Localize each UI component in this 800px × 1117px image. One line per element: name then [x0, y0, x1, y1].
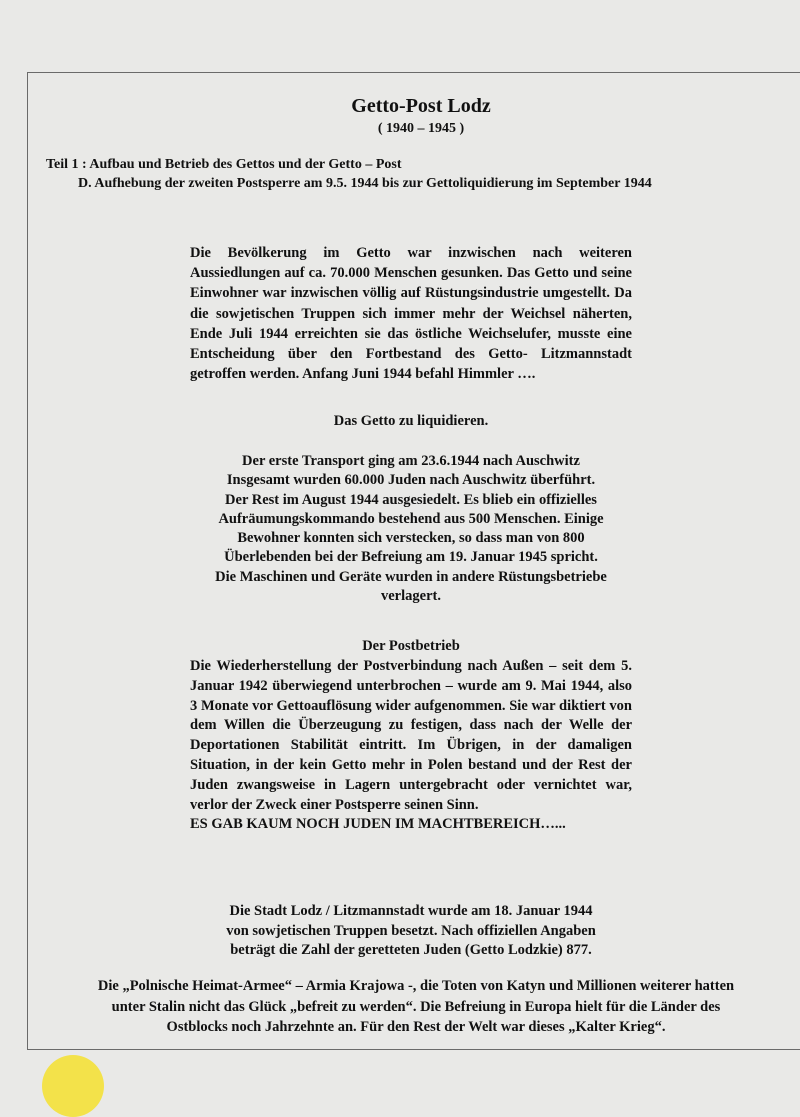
section-subtitle: D. Aufhebung der zweiten Postsperre am 9.5. 1944 bis zur Gettoliquidierung im September 1944 — [78, 176, 652, 191]
text-line: Überlebenden bei der Befreiung am 19. Januar 1945 spricht. — [224, 549, 598, 566]
text-line: Aufräumungskommando bestehend aus 500 Menschen. Einige — [218, 510, 604, 527]
text-line: unter Stalin nicht das Glück „befreit zu werden“. Die Befreiung in Europa hielt für die Länder des — [111, 998, 721, 1015]
text-line: Die „Polnische Heimat-Armee“ – Armia Krajowa -, die Toten von Katyn und Millionen weiterer hatten — [97, 978, 735, 994]
page-title: Getto-Post Lodz — [351, 95, 491, 117]
paragraph-city-occupied — [190, 902, 632, 961]
heading-postbetrieb: Der Postbetrieb — [362, 638, 460, 654]
paragraph-closing — [45, 976, 787, 1038]
paragraph-postbetrieb — [190, 657, 632, 835]
text-line: Ostblocks noch Jahrzehnte an. Für den Rest der Welt war dieses „Kalter Krieg“. — [166, 1019, 666, 1035]
text-line: Die Maschinen und Geräte wurden in andere Rüstungsbetriebe — [215, 568, 607, 585]
text-line: Bewohner konnten sich verstecken, so dass man von 800 — [237, 530, 585, 547]
yellow-sticker — [42, 1055, 104, 1117]
paragraph-postbetrieb-text: Die Wiederherstellung der Postverbindung nach Außen – seit dem 5. Januar 1942 überwiegend unterbrochen – wurde am 9. Mai 1944, also 3 Monate vor Gettoauflösung wider aufgenommen. Sie war diktiert von dem Willen die Überzeugung zu festigen, dass nach der Welle der Deportationen Stabilität eintritt. Im Übrigen, in der damaligen Situation, in der kein Getto mehr in Polen bestand und der Rest der Juden zwangsweise in Lagern untergebracht oder vernichtet war, verlor der Zweck einer Postsperre seinen Sinn. — [190, 658, 632, 813]
text-line: Die Stadt Lodz / Litzmannstadt wurde am 18. Januar 1944 — [229, 903, 593, 919]
text-line: Insgesamt wurden 60.000 Juden nach Auschwitz überführt. — [226, 472, 596, 489]
heading-liquidation: Das Getto zu liquidieren. — [333, 413, 489, 429]
text-line: von sowjetischen Truppen besetzt. Nach offiziellen Angaben — [226, 922, 596, 939]
page-dates: ( 1940 – 1945 ) — [377, 121, 465, 136]
text-line: Der erste Transport ging am 23.6.1944 nach Auschwitz — [242, 453, 580, 469]
text-line: verlagert. — [381, 588, 441, 605]
paragraph-population: Die Bevölkerung im Getto war inzwischen nach weiteren Aussiedlungen auf ca. 70.000 Menschen gesunken. Das Getto und seine Einwohner war inzwischen völlig auf Rüstungsindustrie umgestellt. Da die sowjetischen Truppen sich immer mehr der Weichsel näherten, Ende Juli 1944 erreichten sie das östliche Weichselufer, musste eine Entscheidung über den Fortbestand des Getto- Litzmannstadt getroffen werden. Anfang Juni 1944 befahl Himmler …. — [190, 245, 632, 383]
section-part: Teil 1 : Aufbau und Betrieb des Gettos und der Getto – Post — [46, 157, 402, 172]
text-line: Der Rest im August 1944 ausgesiedelt. Es blieb ein offizielles — [225, 491, 597, 508]
paragraph-transports — [186, 452, 636, 606]
text-line: beträgt die Zahl der geretteten Juden (Getto Lodzkie) 877. — [230, 942, 592, 958]
paragraph-postbetrieb-caps: ES GAB KAUM NOCH JUDEN IM MACHTBEREICH…... — [190, 816, 566, 833]
